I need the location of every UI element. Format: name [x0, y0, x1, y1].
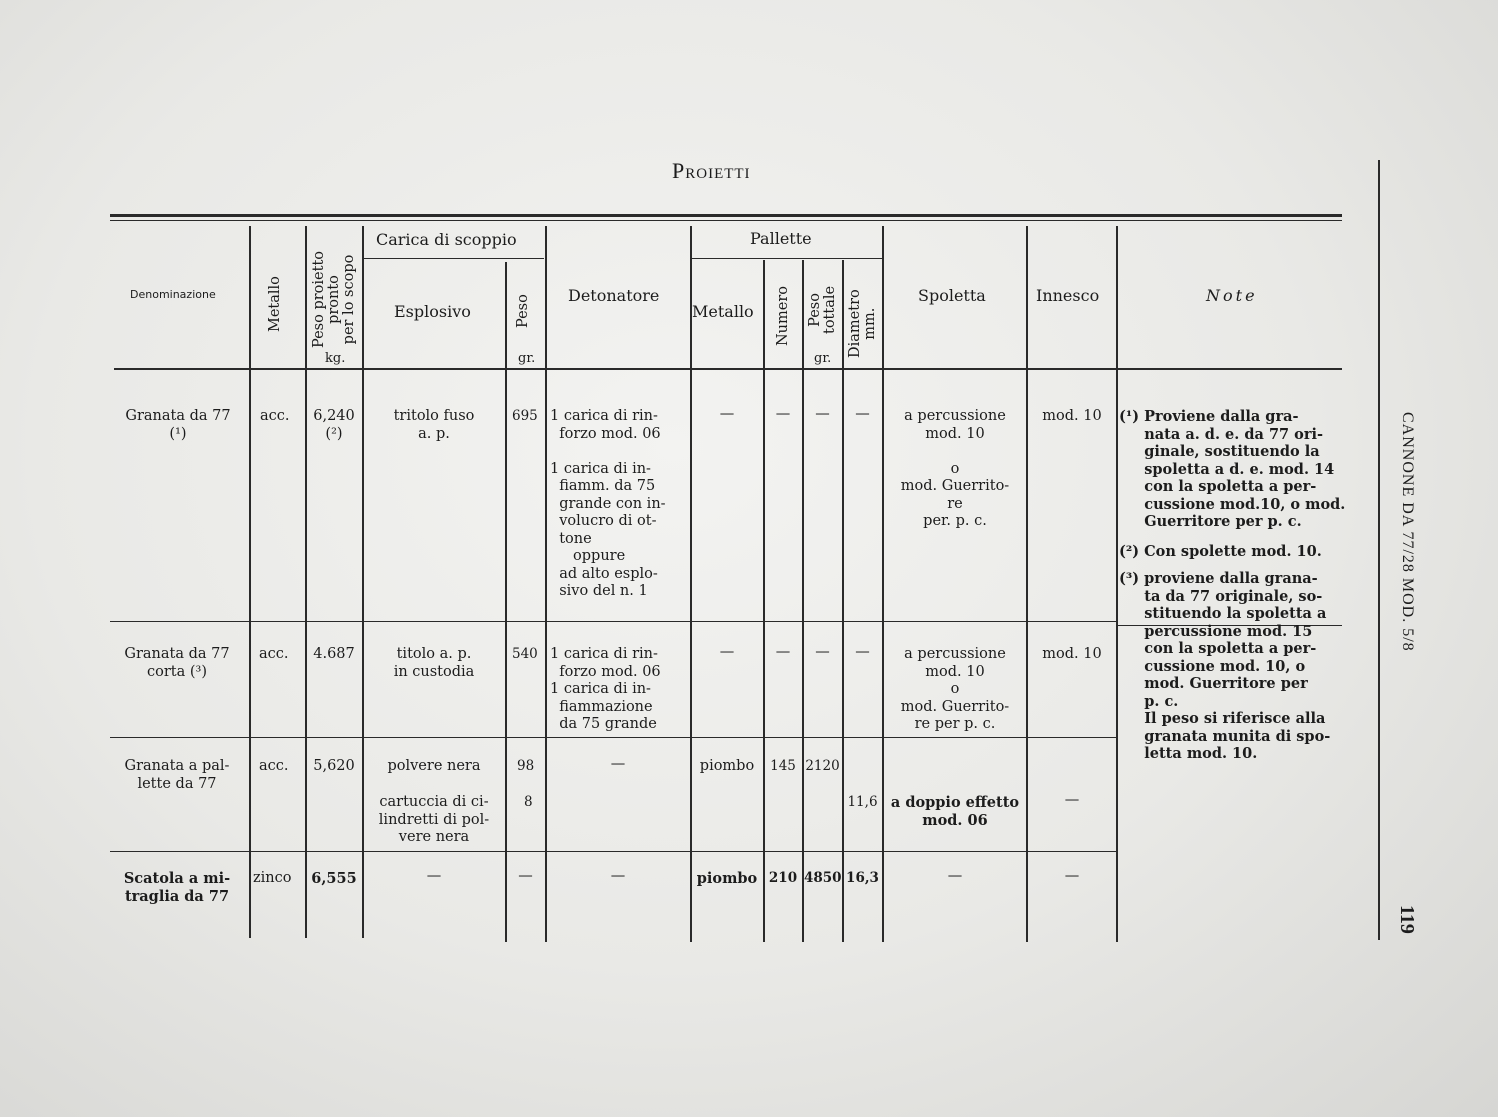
row4-diametro: 16,3 [846, 870, 879, 886]
row2-pal-metallo: — [719, 644, 735, 660]
col-line [249, 226, 251, 938]
top-rule-thin [110, 220, 1342, 221]
header-peso-totale: Peso tottale [807, 285, 838, 334]
header-pallette-group: Pallette [750, 229, 812, 248]
row2-innesco: mod. 10 [1042, 646, 1102, 662]
row4-spoletta: — [947, 868, 963, 884]
row2-detonatore: 1 carica di rin- forzo mod. 06 1 carica di in- fiammazione da 75 grande [550, 646, 661, 732]
row4-detonatore: — [610, 868, 626, 884]
pallette-group-rule [692, 258, 882, 259]
note-3: (³) proviene dalla grana- ta da 77 originale, so- stituendo la spoletta a percussione mod. 15 con la spoletta a per- cussione mod. 10, o mod. Guerritore per p. c. Il peso si riferisce alla granata munita di spo- letta mod. 10. [1119, 570, 1331, 762]
row2-peso: 4.687 [313, 646, 355, 662]
col-line [763, 260, 765, 942]
page-title: Proietti [672, 158, 751, 183]
row1-peso: 6,240 (²) [313, 408, 355, 442]
row1-peso-totale: — [815, 406, 830, 422]
header-carica-group: Carica di scoppio [376, 230, 517, 249]
row1-numero: — [775, 406, 791, 422]
header-metallo: Metallo [267, 276, 283, 332]
row4-esplosivo: — [426, 868, 442, 884]
header-rule [114, 368, 1342, 370]
row1-detonatore: 1 carica di rin- forzo mod. 06 1 carica di in- fiamm. da 75 grande con in- volucro di ot- tone oppure ad alto esplo- sivo del n. 1 [550, 408, 666, 599]
row4-innesco: — [1064, 868, 1080, 884]
header-detonatore: Detonatore [568, 286, 660, 305]
notes-column [1119, 408, 1349, 775]
row1-denominazione: Granata da 77 (¹) [125, 408, 231, 442]
note-2: (²) Con spolette mod. 10. [1119, 542, 1322, 560]
row4-numero: 210 [768, 870, 798, 886]
row3-peso-gr-2: 8 [524, 794, 533, 810]
row1-peso-gr: 695 [512, 408, 538, 424]
row2-peso-gr: 540 [512, 646, 538, 662]
col-line [882, 226, 884, 942]
note-1: (¹) Proviene dalla gra- nata a. d. e. da 77 ori- ginale, sostituendo la spoletta a d. e. mod. 14 con la spoletta a per- cussione mod.10, o mod. Guerritore per p. c. [1119, 408, 1346, 530]
header-numero: Numero [775, 285, 791, 346]
row-rule [110, 851, 1116, 852]
row4-metallo: zinco [253, 870, 292, 886]
carica-group-rule [364, 258, 544, 259]
header-note: Note [1206, 286, 1258, 305]
col-line [505, 262, 507, 942]
row4-peso-gr: — [518, 868, 533, 884]
row1-spoletta: a percussione mod. 10 o mod. Guerrito- re per. p. c. [900, 408, 1010, 529]
row3-pal-metallo: piombo [699, 758, 755, 774]
row1-diametro: — [855, 406, 870, 422]
col-line [1116, 226, 1118, 942]
row3-spoletta: a doppio effetto mod. 06 [890, 794, 1020, 829]
page-number: 119 [1396, 905, 1418, 934]
row2-diametro: — [855, 644, 870, 660]
header-peso-proietto: Peso proietto pronto per lo scopo [311, 250, 357, 348]
row2-esplosivo: titolo a. p. in custodia [393, 646, 475, 680]
header-peso-gr-unit: gr. [518, 351, 536, 366]
row4-peso: 6,555 [311, 870, 357, 887]
row4-denominazione: Scatola a mi- traglia da 77 [123, 870, 231, 905]
top-rule [110, 214, 1342, 217]
row-rule [110, 737, 1116, 738]
row3-peso-totale: 2120 [805, 758, 840, 774]
header-peso-gr: Peso [515, 294, 531, 328]
header-esplosivo: Esplosivo [394, 302, 471, 321]
col-line [802, 260, 804, 942]
col-line [842, 260, 844, 942]
row3-peso: 5,620 [313, 758, 355, 774]
row3-peso-gr: 98 [517, 758, 535, 774]
row2-spoletta: a percussione mod. 10 o mod. Guerrito- re per p. c. [900, 646, 1010, 732]
row2-numero: — [775, 644, 791, 660]
row3-esplosivo-2: cartuccia di ci- lindretti di pol- vere nera [378, 794, 490, 845]
header-innesco: Innesco [1036, 286, 1100, 305]
row2-metallo: acc. [259, 646, 289, 662]
row3-metallo: acc. [259, 758, 289, 774]
header-denominazione: Denominazione [130, 288, 216, 301]
header-spoletta: Spoletta [918, 286, 986, 305]
row3-numero: 145 [770, 758, 796, 774]
row3-esplosivo: polvere nera [387, 758, 481, 774]
row3-denominazione: Granata a pal- lette da 77 [124, 758, 230, 792]
header-pal-metallo: Metallo [692, 302, 754, 321]
row2-peso-totale: — [815, 644, 830, 660]
side-running-header: CANNONE DA 77/28 MOD. 5/8 [1399, 412, 1416, 652]
col-line [1026, 226, 1028, 942]
col-line [545, 226, 547, 942]
right-border [1378, 160, 1380, 940]
row1-innesco: mod. 10 [1042, 408, 1102, 424]
header-peso-unit: kg. [325, 351, 346, 366]
row-rule [110, 621, 1116, 622]
header-diametro: Diametro mm. [847, 289, 878, 358]
row1-esplosivo: tritolo fuso a. p. [393, 408, 475, 442]
row3-detonatore: — [610, 756, 626, 772]
row2-denominazione: Granata da 77 corta (³) [124, 646, 230, 680]
header-peso-totale-unit: gr. [814, 351, 832, 366]
row4-peso-totale: 4850 [804, 870, 842, 886]
row4-pal-metallo: piombo [696, 870, 758, 887]
row3-innesco: — [1064, 792, 1080, 808]
row3-diametro: 11,6 [847, 794, 878, 810]
row1-pal-metallo: — [719, 406, 735, 422]
row1-metallo: acc. [260, 408, 290, 424]
col-line [690, 226, 692, 942]
col-line [305, 226, 307, 938]
